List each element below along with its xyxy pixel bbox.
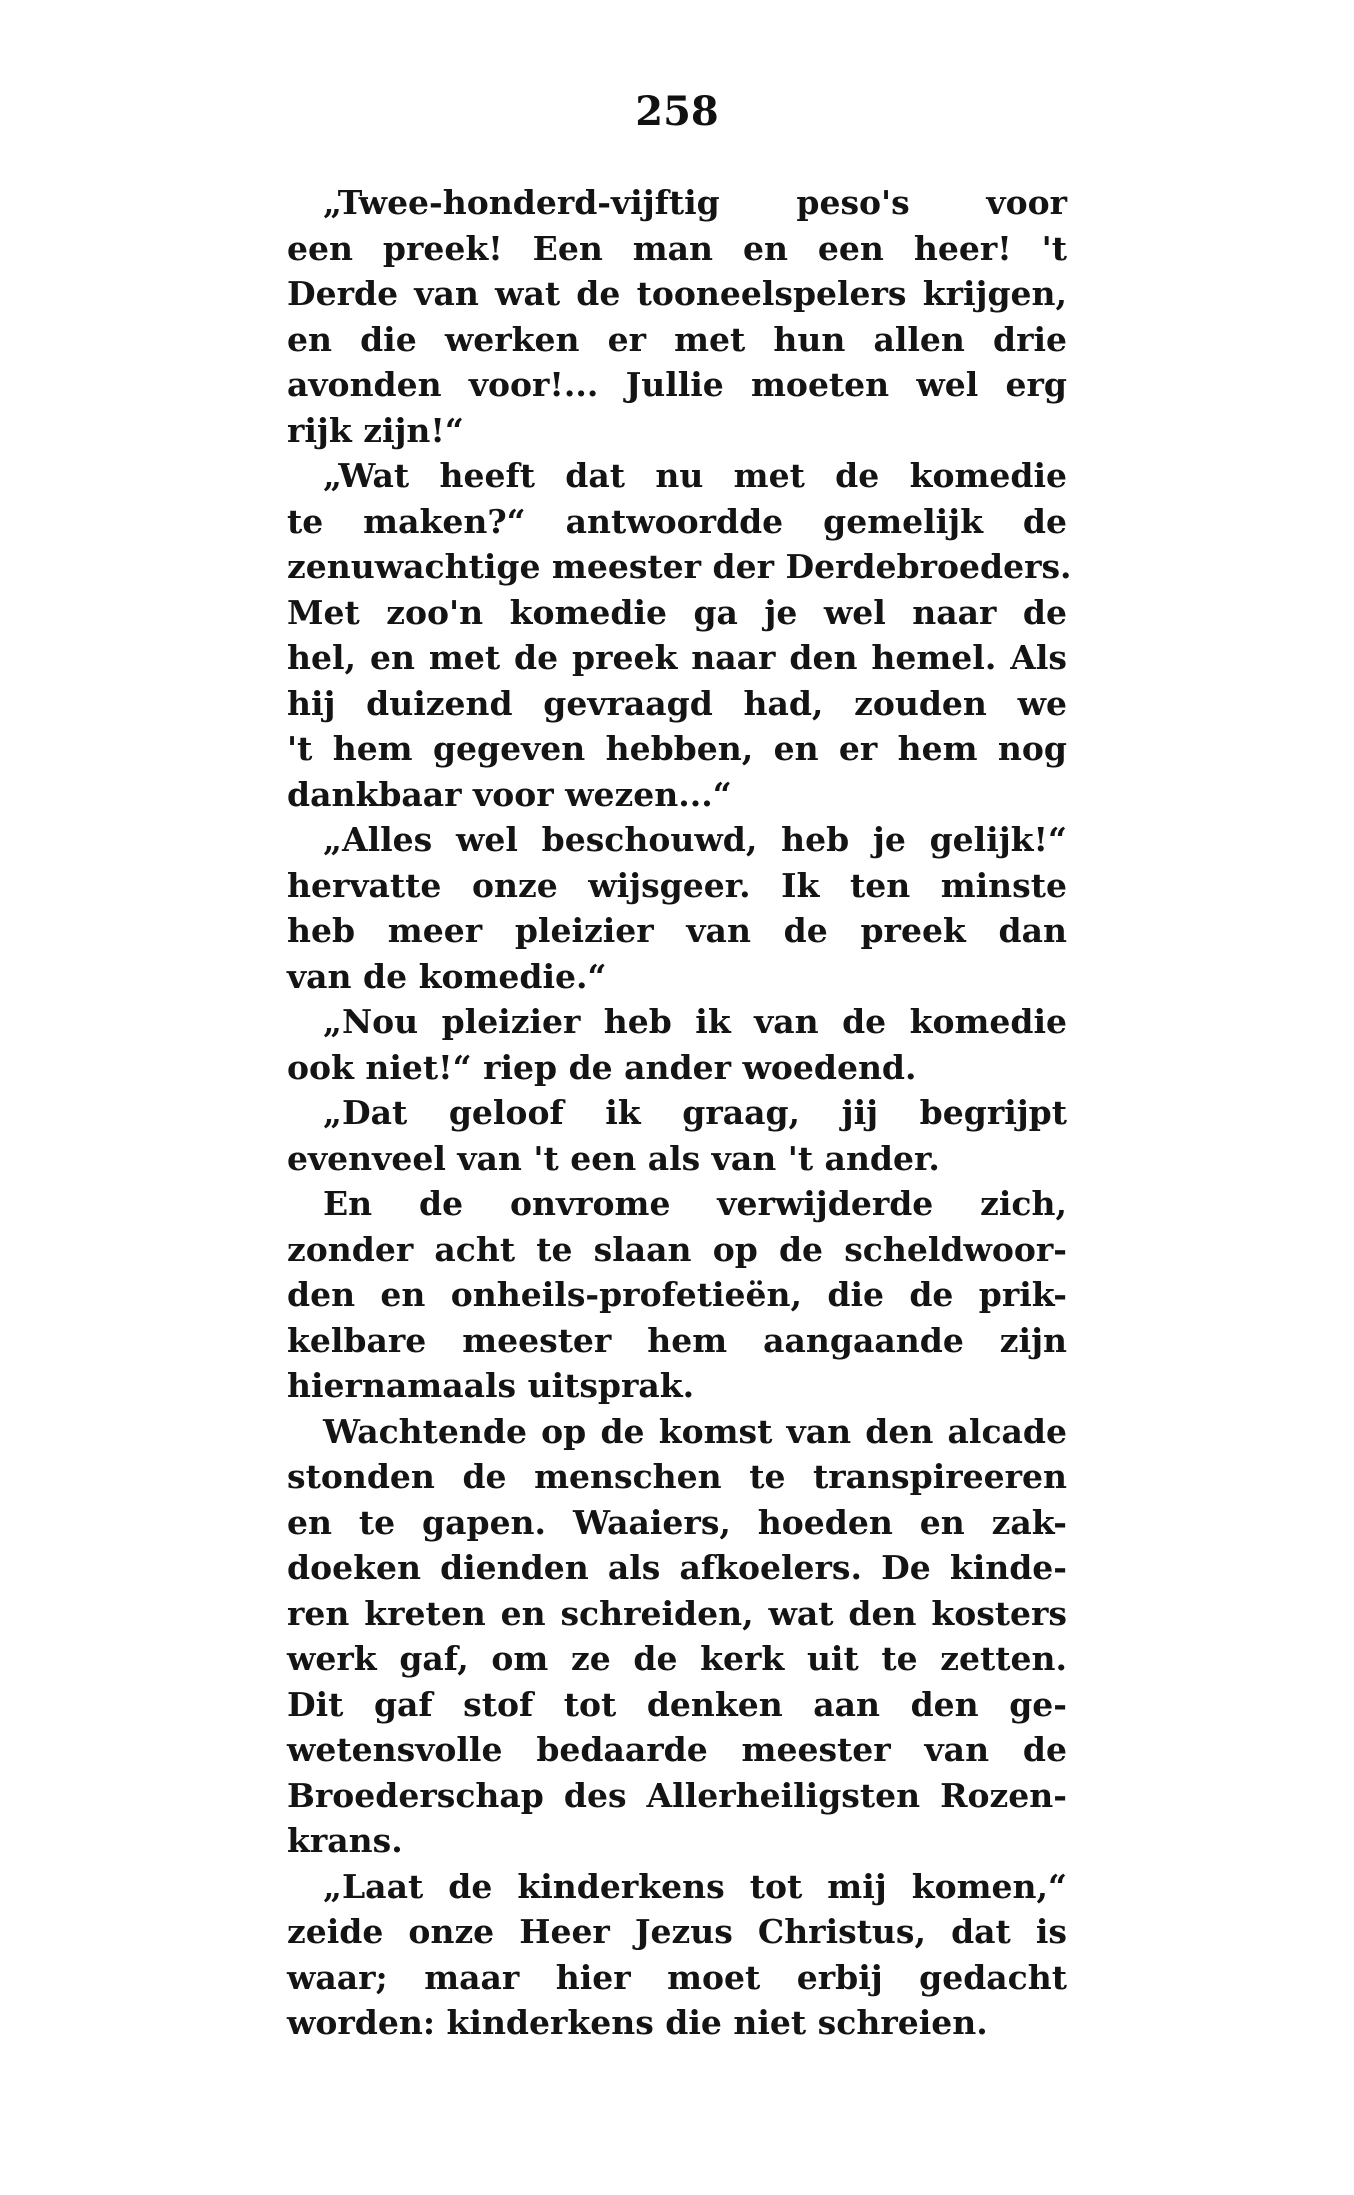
text-line: „Nou pleizier heb ik van de komedie (323, 1002, 1067, 1041)
text-line: evenveel van 't een als van 't ander. (287, 1138, 940, 1178)
text-line: Broederschap des Allerheiligsten Rozen- (287, 1775, 1067, 1815)
text-line: krans. (287, 1821, 403, 1860)
text-line: doeken dienden als afkoelers. De kinde- (287, 1548, 1067, 1587)
text-line: hij duizend gevraagd had, zouden we (287, 683, 1067, 723)
text-line: hervatte onze wijsgeer. Ik ten minste (287, 865, 1067, 905)
text-line: Dit gaf stof tot denken aan den ge- (287, 1684, 1067, 1724)
text-line: van de komedie.“ (287, 956, 607, 996)
text-line: zenuwachtige meester der Derdebroeders. (287, 547, 1072, 586)
text-line: en te gapen. Waaiers, hoeden en zak- (287, 1502, 1067, 1542)
text-line: Met zoo'n komedie ga je wel naar de (287, 592, 1067, 632)
text-line: „Twee-honderd-vijftig peso's voor (323, 183, 1067, 222)
text-line: een preek! Een man en een heer! 't (287, 228, 1067, 268)
text-line: „Laat de kinderkens tot mij komen,“ (323, 1866, 1067, 1906)
text-line: ook niet!“ riep de ander woedend. (287, 1047, 917, 1087)
text-line: wetensvolle bedaarde meester van de (287, 1730, 1067, 1769)
text-line: 't hem gegeven hebben, en er hem nog (287, 729, 1067, 768)
text-line: hiernamaals uitsprak. (287, 1366, 695, 1405)
body-text (287, 180, 1072, 2046)
text-line: zeide onze Heer Jezus Christus, dat is (287, 1912, 1067, 1951)
text-line: rijk zijn!“ (287, 410, 464, 450)
text-line: te maken?“ antwoordde gemelijk de (287, 501, 1067, 541)
page-number: 258 (635, 88, 719, 135)
text-line: „Alles wel beschouwd, heb je gelijk!“ (323, 820, 1067, 859)
text-line: heb meer pleizier van de preek dan (287, 911, 1067, 950)
text-line: hel, en met de preek naar den hemel. Als (287, 638, 1067, 677)
text-line: En de onvrome verwijderde zich, (323, 1184, 1067, 1223)
text-line: worden: kinderkens die niet schreien. (287, 2003, 988, 2042)
text-line: kelbare meester hem aangaande zijn (287, 1320, 1067, 1360)
text-line: „Wat heeft dat nu met de komedie (323, 456, 1067, 495)
text-line: werk gaf, om ze de kerk uit te zetten. (287, 1639, 1067, 1678)
text-line: en die werken er met hun allen drie (287, 319, 1067, 359)
text-line: den en onheils-profetieën, die de prik- (287, 1275, 1067, 1314)
text-line: Derde van wat de tooneelspelers krijgen, (287, 274, 1067, 313)
text-line: avonden voor!... Jullie moeten wel erg (287, 365, 1067, 404)
text-line: Wachtende op de komst van den alcade (323, 1411, 1067, 1451)
text-line: dankbaar voor wezen...“ (287, 774, 732, 814)
text-line: „Dat geloof ik graag, jij begrijpt (323, 1093, 1067, 1132)
text-line: zonder acht te slaan op de scheldwoor- (287, 1229, 1067, 1269)
text-line: ren kreten en schreiden, wat den kosters (287, 1593, 1067, 1633)
text-line: waar; maar hier moet erbij gedacht (287, 1957, 1067, 1997)
text-line: stonden de menschen te transpireeren (287, 1457, 1067, 1496)
